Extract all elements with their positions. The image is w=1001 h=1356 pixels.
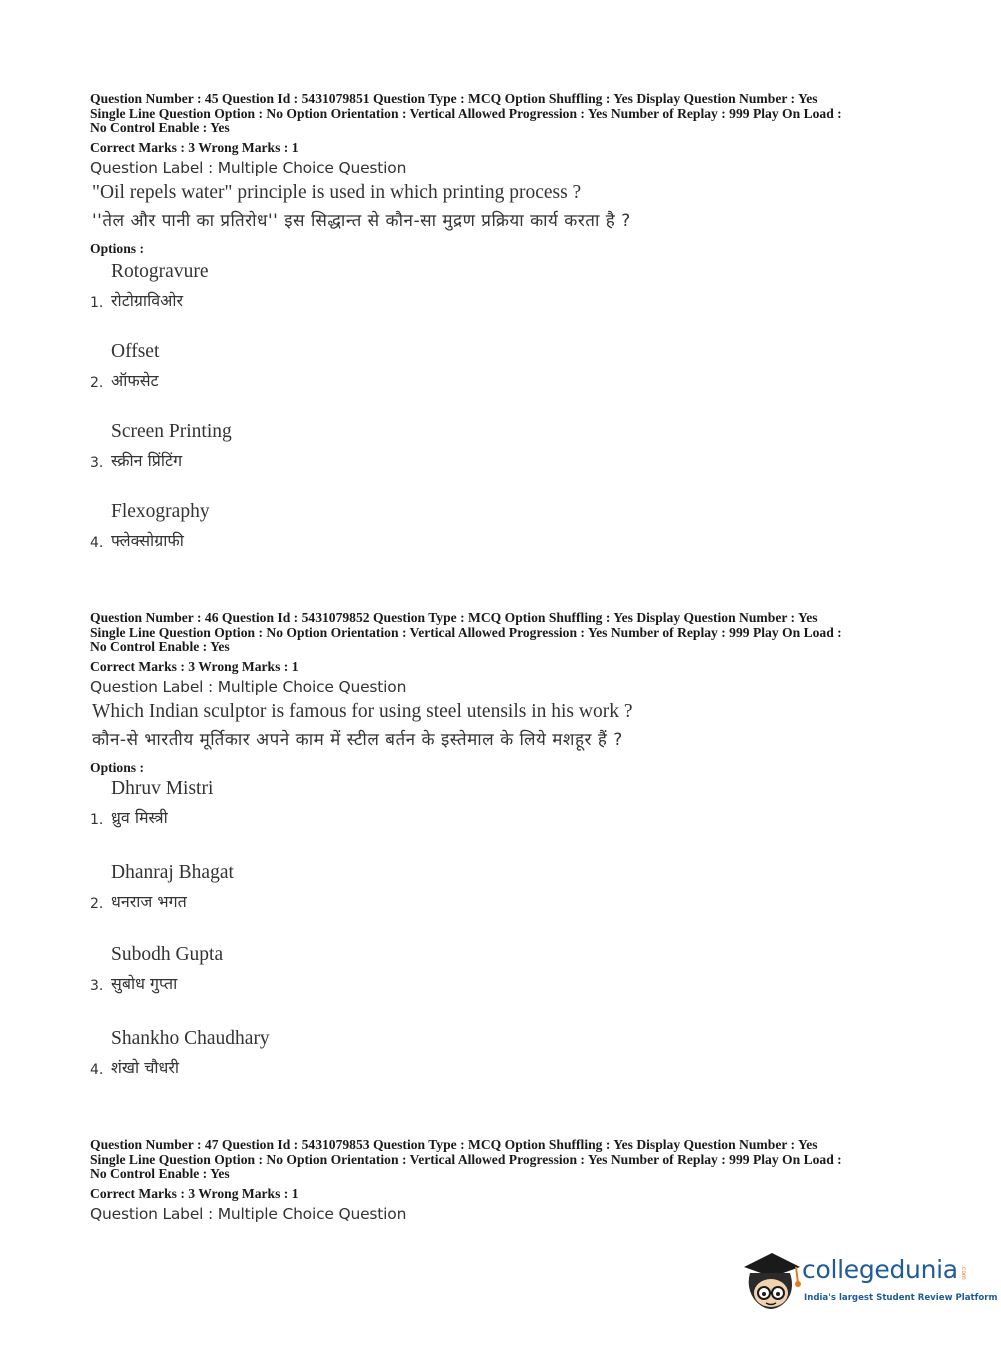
option-3 bbox=[90, 942, 920, 1026]
option-4 bbox=[90, 499, 920, 579]
option-number: 2. bbox=[90, 895, 104, 912]
option-1 bbox=[90, 776, 920, 860]
question-text-en: "Oil repels water" principle is used in which printing process ? bbox=[92, 181, 582, 203]
option-text-hi: ऑफसेट bbox=[111, 370, 159, 390]
question-text-en: Which Indian sculptor is famous for using steel utensils in his work ? bbox=[92, 700, 633, 722]
option-text-hi: स्क्रीन प्रिंटिंग bbox=[111, 450, 183, 470]
question-text-hi: ''तेल और पानी का प्रतिरोध'' इस सिद्धान्त से कौन-सा मुद्रण प्रक्रिया कार्य करता है ? bbox=[92, 210, 631, 231]
question-meta-line3: No Control Enable : Yes bbox=[90, 639, 230, 654]
question-meta-line1: Question Number : 47 Question Id : 5431079853 Question Type : MCQ Option Shuffling : Yes Display Question Number : Yes bbox=[90, 1137, 818, 1152]
option-number: 2. bbox=[90, 374, 104, 391]
options-list bbox=[90, 259, 920, 579]
option-2 bbox=[90, 860, 920, 942]
question-label: Question Label : Multiple Choice Question bbox=[90, 677, 407, 696]
mascot-icon bbox=[740, 1247, 802, 1317]
question-marks: Correct Marks : 3 Wrong Marks : 1 bbox=[90, 1185, 299, 1201]
option-number: 1. bbox=[90, 294, 104, 311]
options-label: Options : bbox=[90, 759, 145, 775]
option-text-hi: सुबोध गुप्ता bbox=[111, 973, 178, 993]
question-text-hi: कौन-से भारतीय मूर्तिकार अपने काम में स्टील बर्तन के इस्तेमाल के लिये मशहूर हैं ? bbox=[92, 729, 623, 750]
option-text-en: Rotogravure bbox=[111, 260, 209, 282]
logo-tagline: India's largest Student Review Platform bbox=[804, 1293, 998, 1303]
question-46 bbox=[90, 611, 920, 1106]
logo-com: .com bbox=[960, 1265, 967, 1280]
question-meta-line2: Single Line Question Option : No Option Orientation : Vertical Allowed Progression : Yes Number of Replay : 999 Play On Load : bbox=[90, 105, 842, 121]
option-number: 4. bbox=[90, 534, 104, 551]
option-text-hi: फ्लेक्सोग्राफी bbox=[111, 530, 184, 550]
collegedunia-logo bbox=[740, 1247, 998, 1317]
option-text-hi: ध्रुव मिस्त्री bbox=[111, 807, 168, 827]
question-marks: Correct Marks : 3 Wrong Marks : 1 bbox=[90, 658, 299, 674]
question-meta-line3: No Control Enable : Yes bbox=[90, 1166, 230, 1181]
question-meta-line2: Single Line Question Option : No Option Orientation : Vertical Allowed Progression : Yes Number of Replay : 999 Play On Load : bbox=[90, 624, 842, 640]
option-text-en: Offset bbox=[111, 340, 160, 362]
option-text-en: Subodh Gupta bbox=[111, 943, 224, 965]
question-label: Question Label : Multiple Choice Question bbox=[90, 158, 407, 177]
option-number: 1. bbox=[90, 811, 104, 828]
option-2 bbox=[90, 339, 920, 419]
question-47 bbox=[90, 1138, 920, 1223]
option-4 bbox=[90, 1026, 920, 1106]
question-label: Question Label : Multiple Choice Question bbox=[90, 1204, 407, 1223]
question-meta-line1: Question Number : 45 Question Id : 5431079851 Question Type : MCQ Option Shuffling : Yes Display Question Number : Yes bbox=[90, 91, 818, 106]
options-label: Options : bbox=[90, 240, 145, 256]
option-text-en: Shankho Chaudhary bbox=[111, 1027, 270, 1049]
option-number: 3. bbox=[90, 454, 104, 471]
question-meta-line2: Single Line Question Option : No Option Orientation : Vertical Allowed Progression : Yes Number of Replay : 999 Play On Load : bbox=[90, 1151, 842, 1167]
question-marks: Correct Marks : 3 Wrong Marks : 1 bbox=[90, 139, 299, 155]
options-list bbox=[90, 776, 920, 1106]
option-text-hi: शंखो चौधरी bbox=[111, 1057, 180, 1077]
option-number: 4. bbox=[90, 1061, 104, 1078]
option-text-en: Flexography bbox=[111, 500, 210, 522]
option-number: 3. bbox=[90, 977, 104, 994]
question-45 bbox=[90, 92, 920, 579]
option-text-hi: धनराज भगत bbox=[111, 891, 187, 911]
question-meta-line1: Question Number : 46 Question Id : 5431079852 Question Type : MCQ Option Shuffling : Yes Display Question Number : Yes bbox=[90, 610, 818, 625]
option-text-en: Dhruv Mistri bbox=[111, 777, 214, 799]
option-text-en: Dhanraj Bhagat bbox=[111, 861, 234, 883]
option-text-hi: रोटोग्राविओर bbox=[111, 290, 184, 310]
question-meta-line3: No Control Enable : Yes bbox=[90, 120, 230, 135]
option-1 bbox=[90, 259, 920, 339]
option-text-en: Screen Printing bbox=[111, 420, 232, 442]
logo-wordmark: collegedunia bbox=[802, 1255, 958, 1284]
option-3 bbox=[90, 419, 920, 499]
